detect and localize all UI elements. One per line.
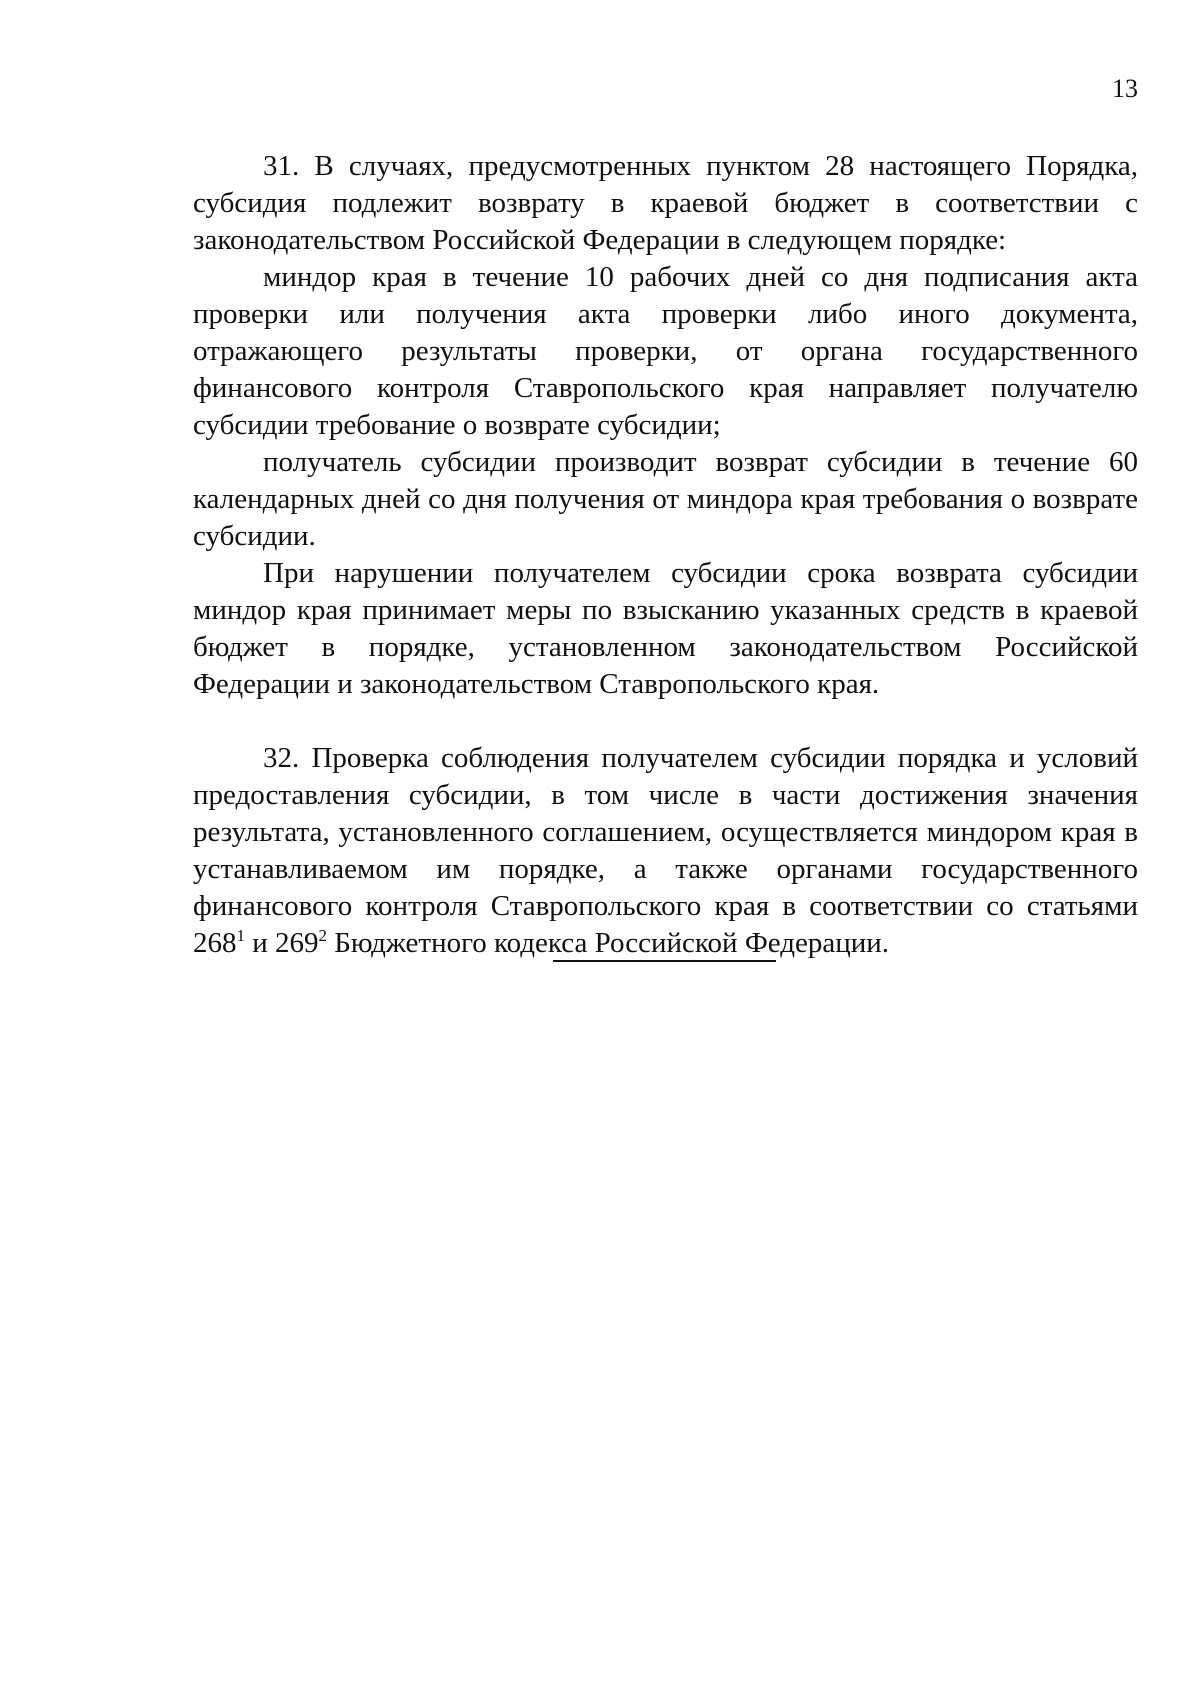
superscript-2: 2 xyxy=(318,926,328,945)
document-body xyxy=(193,148,1138,962)
paragraph-32-text-2: и 269 xyxy=(245,927,319,959)
paragraph-spacer xyxy=(193,703,1138,740)
paragraph-32-text-3: Бюджетного кодекса Российской Федерации. xyxy=(327,927,890,959)
page-number: 13 xyxy=(1112,74,1138,103)
superscript-1: 1 xyxy=(236,926,245,945)
paragraph-32 xyxy=(193,740,1138,962)
paragraph-32-text-1: 32. Проверка соблюдения получателем субсидии порядка и условий предоставления субсидии, в том числе в части достижения значения результата, установленного соглашением, осуществляется миндором края в устанавливаемом им порядке, а также органами государственного финансового контроля Ставропольского края в соответствии со статьями 268 xyxy=(193,742,1138,959)
paragraph-31-step-2: получатель субсидии производит возврат субсидии в течение 60 календарных дней со дня получения от миндора края требования о возврате субсидии. xyxy=(193,446,1138,552)
paragraph-31-violation: При нарушении получателем субсидии срока возврата субсидии миндор края принимает меры по взысканию указанных средств в краевой бюджет в порядке, установленном законодательством Российской Федерации и законодательством Ставропольского края. xyxy=(193,557,1138,700)
paragraph-31-intro: 31. В случаях, предусмотренных пунктом 28 настоящего Порядка, субсидия подлежит возврату в краевой бюджет в соответствии с законодательством Российской Федерации в следующем порядке: xyxy=(193,150,1138,256)
end-of-document-rule xyxy=(553,960,776,962)
paragraph-31-step-1: миндор края в течение 10 рабочих дней со дня подписания акта проверки или получения акта проверки либо иного документа, отражающего результаты проверки, от органа государственного финансового контроля Ставропольского края направляет получателю субсидии требование о возврате субсидии; xyxy=(193,261,1138,441)
